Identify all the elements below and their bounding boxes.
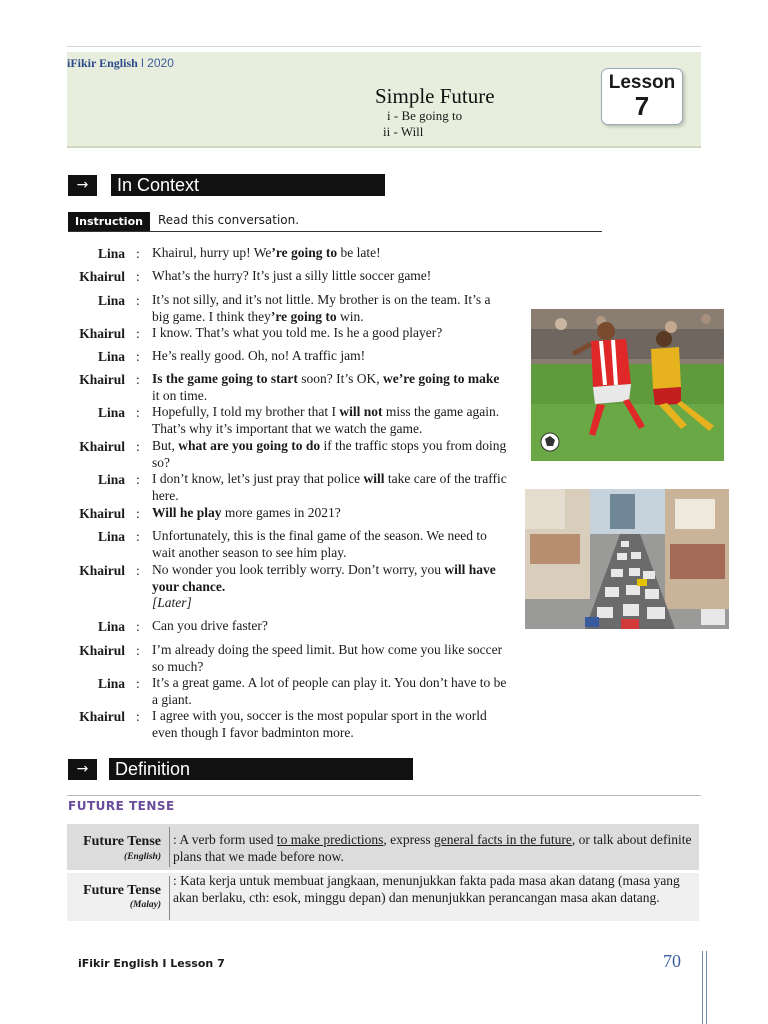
- section-title-definition: Definition: [109, 758, 413, 780]
- dialogue-line: [152, 505, 510, 522]
- dialogue-speaker: Lina: [97, 405, 125, 420]
- footer-label: iFikir English I Lesson 7: [78, 957, 225, 970]
- dialogue-speaker: Khairul: [79, 269, 125, 284]
- text-segment: : Kata kerja untuk membuat jangkaan, menunjukkan fakta pada masa akan datang (masa yang akan berlaku, cth: esok, minggu depan) dan menunjukkan perancangan masa akan datang.: [173, 873, 680, 905]
- lesson-badge: [601, 68, 683, 125]
- dialogue-colon: :: [136, 405, 140, 420]
- dialogue-speaker: Lina: [97, 676, 125, 691]
- dialogue-speaker: Khairul: [79, 506, 125, 521]
- definition-heading: FUTURE TENSE: [68, 799, 175, 813]
- definition-top-rule: [67, 795, 701, 796]
- text-segment: , express: [383, 832, 434, 847]
- page-edge-line: [702, 951, 703, 1024]
- dialogue-line: [152, 438, 510, 471]
- dialogue-colon: :: [136, 349, 140, 364]
- row-separator: [169, 876, 170, 920]
- arrow-icon: →: [68, 175, 97, 196]
- text-segment: , or talk about definite plans that we made before now.: [173, 832, 692, 864]
- text-segment: will not: [339, 404, 383, 419]
- text-segment: take care of the traffic here.: [152, 471, 507, 503]
- dialogue-line: [152, 371, 510, 404]
- text-segment: Can you drive faster?: [152, 618, 268, 633]
- brand: iFikir English l 2020: [67, 56, 174, 70]
- dialogue-line: [152, 404, 510, 437]
- text-segment: But,: [152, 438, 179, 453]
- dialogue-line: [152, 325, 510, 342]
- text-segment: I agree with you, soccer is the most popular sport in the world even though I favor badminton more.: [152, 708, 487, 740]
- top-rule: [67, 46, 701, 47]
- text-segment: miss the game again. That’s why it’s important that we watch the game.: [152, 404, 500, 436]
- text-segment: He’s really good. Oh, no! A traffic jam!: [152, 348, 366, 363]
- arrow-icon-2: →: [68, 759, 97, 780]
- dialogue-speaker: Lina: [97, 349, 125, 364]
- text-segment: soon? It’s OK,: [297, 371, 383, 386]
- dialogue-colon: :: [136, 439, 140, 454]
- dialogue-speaker: Lina: [97, 293, 125, 308]
- dialogue-line: [152, 595, 510, 612]
- term-english-lang: (English): [124, 852, 161, 862]
- term-malay-lang: (Malay): [129, 900, 161, 910]
- traffic-photo: [525, 489, 729, 629]
- dialogue-line: [152, 292, 508, 325]
- dialogue-colon: :: [136, 246, 140, 261]
- dialogue-speaker: Khairul: [79, 709, 125, 724]
- dialogue-speaker: Lina: [97, 246, 125, 261]
- page-edge-line: [706, 951, 707, 1024]
- text-segment: Unfortunately, this is the final game of the season. We need to wait another season to see him play.: [152, 528, 487, 560]
- text-segment: it on time.: [152, 387, 208, 403]
- definition-malay-text: [173, 873, 697, 906]
- dialogue-colon: :: [136, 563, 140, 578]
- dialogue-speaker: Lina: [97, 619, 125, 634]
- text-segment: what are you going to do: [178, 438, 321, 453]
- text-segment: will: [363, 471, 385, 486]
- dialogue-speaker: Khairul: [79, 439, 125, 454]
- text-segment: I’m already doing the speed limit. But how come you like soccer so much?: [152, 642, 503, 674]
- dialogue-line: [152, 268, 510, 285]
- dialogue-colon: :: [136, 506, 140, 521]
- term-english: Future Tense: [83, 834, 161, 849]
- dialogue-colon: :: [136, 529, 140, 544]
- dialogue-speaker: Khairul: [79, 643, 125, 658]
- lesson-label: Lesson: [608, 72, 676, 93]
- text-segment: win.: [336, 308, 364, 324]
- subtitle-1: i - Be going to: [387, 108, 463, 123]
- subtitle-2: ii - Will: [383, 124, 424, 139]
- dialogue-line: [152, 471, 510, 504]
- text-segment: more games in 2021?: [221, 505, 341, 520]
- instruction-tag: Instruction: [68, 212, 150, 232]
- section-title-in-context: In Context: [111, 174, 385, 196]
- row-separator: [169, 827, 170, 867]
- term-malay: Future Tense: [83, 883, 161, 898]
- dialogue-colon: :: [136, 372, 140, 387]
- text-segment: It’s not silly, and it’s not little. My brother is on the team. It’s a big game. I think they: [152, 292, 491, 324]
- text-segment: Is the game going to start: [152, 371, 298, 386]
- page-number: 70: [663, 951, 681, 971]
- instruction-rule: [68, 231, 602, 232]
- instruction-text: Read this conversation.: [158, 213, 300, 227]
- text-segment: I know. That’s what you told me. Is he a good player?: [152, 325, 443, 340]
- text-segment: ’re going to: [270, 308, 337, 324]
- dialogue-colon: :: [136, 472, 140, 487]
- dialogue-line: [152, 245, 510, 262]
- text-segment: to make predictions: [276, 832, 384, 847]
- dialogue-colon: :: [136, 326, 140, 341]
- lesson-number: 7: [634, 91, 650, 121]
- text-segment: general facts in the future: [433, 832, 572, 847]
- dialogue-speaker: Khairul: [79, 372, 125, 387]
- text-segment: Khairul, hurry up! We: [152, 245, 272, 260]
- text-segment: we’re going to make: [382, 371, 500, 386]
- dialogue-colon: :: [136, 709, 140, 724]
- text-segment: Will he play: [152, 505, 222, 520]
- dialogue-speaker: Khairul: [79, 563, 125, 578]
- text-segment: No wonder you look terribly worry. Don’t worry, you: [152, 562, 445, 577]
- dialogue-line: [152, 528, 510, 561]
- dialogue-line: [152, 562, 510, 595]
- dialogue-colon: :: [136, 293, 140, 308]
- text-segment: I don’t know, let’s just pray that police: [152, 471, 364, 486]
- dialogue-line: [152, 642, 510, 675]
- soccer-photo: [531, 309, 724, 461]
- dialogue-line: [152, 675, 510, 708]
- definition-english-text: [173, 832, 697, 865]
- text-segment: if the traffic stops you from doing so?: [152, 438, 507, 470]
- text-segment: will have your chance.: [152, 562, 496, 594]
- dialogue-colon: :: [136, 676, 140, 691]
- dialogue-speaker: Lina: [97, 472, 125, 487]
- text-segment: [Later]: [152, 595, 192, 610]
- dialogue-speaker: Khairul: [79, 326, 125, 341]
- text-segment: What’s the hurry? It’s just a silly little soccer game!: [152, 268, 432, 283]
- text-segment: be late!: [337, 245, 381, 260]
- dialogue-speaker: Lina: [97, 529, 125, 544]
- dialogue-line: [152, 618, 510, 635]
- dialogue-colon: :: [136, 619, 140, 634]
- dialogue-line: [152, 348, 510, 365]
- text-segment: : A verb form used: [173, 832, 277, 847]
- text-segment: ’re going to: [271, 245, 338, 260]
- page-title: Simple Future: [375, 84, 495, 108]
- dialogue-colon: :: [136, 643, 140, 658]
- dialogue-line: [152, 708, 510, 741]
- dialogue-colon: :: [136, 269, 140, 284]
- text-segment: Hopefully, I told my brother that I: [152, 404, 340, 419]
- text-segment: It’s a great game. A lot of people can play it. You don’t have to be a giant.: [152, 675, 507, 707]
